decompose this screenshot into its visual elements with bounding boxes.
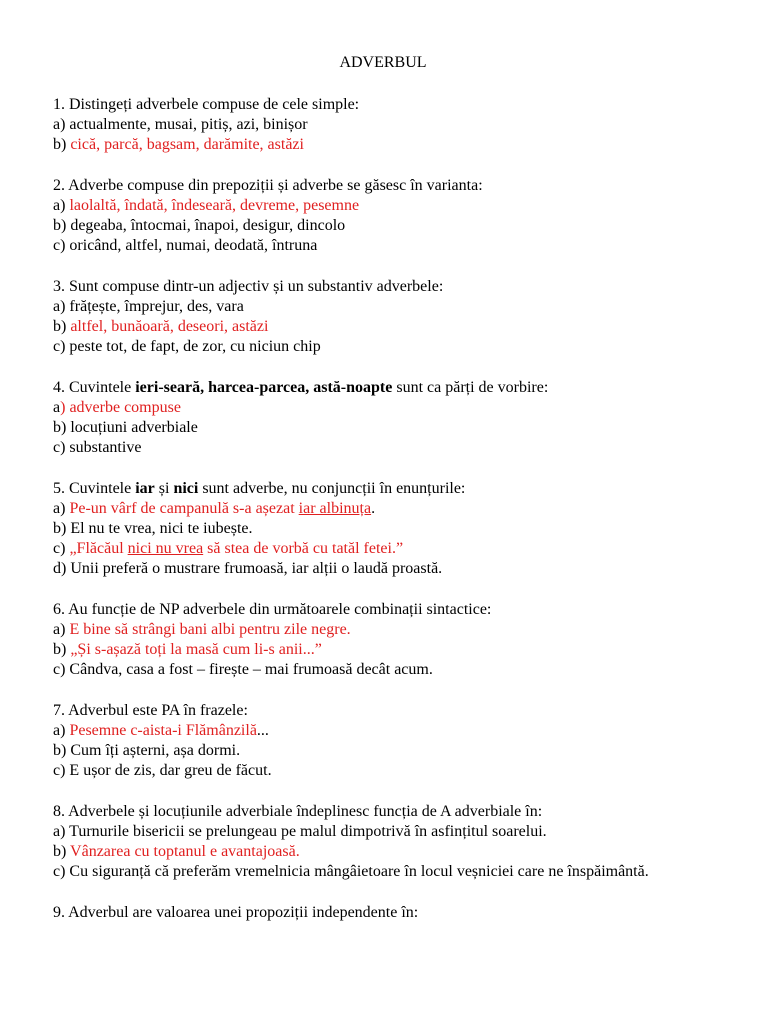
- q4-option-b: b) locuțiuni adverbiale: [53, 419, 198, 436]
- question-text: sunt adverbe, nu conjuncții în enunțurile:: [198, 479, 466, 497]
- option-label: a: [53, 398, 61, 416]
- q6-option-b: [53, 640, 743, 660]
- question-text: 5. Cuvintele: [53, 479, 136, 497]
- page-title: ADVERBUL: [339, 54, 427, 71]
- correct-answer: „Și s-așază toți la masă cum li-s anii...”: [70, 641, 322, 659]
- correct-answer: „Flăcăul: [69, 540, 128, 558]
- question-emphasis: ieri-seară, harcea-parcea, astă-noapte: [135, 378, 393, 396]
- correct-answer: laolaltă, îndată, îndeseară, devreme, pesemne: [69, 196, 360, 214]
- option-label: a): [53, 196, 70, 214]
- option-label: a): [53, 499, 70, 517]
- option-label: b): [53, 842, 71, 860]
- correct-answer-underlined: iar albinuța: [298, 499, 372, 517]
- correct-answer: E bine să strângi bani albi pentru zile negre.: [69, 620, 351, 638]
- question-6: 6. Au funcție de NP adverbele din următoarele combinații sintactice:: [53, 600, 492, 618]
- question-3: 3. Sunt compuse dintr-un adjectiv și un substantiv adverbele:: [53, 277, 444, 295]
- q6-option-a: [53, 620, 743, 640]
- q4-option-a: [53, 398, 743, 418]
- option-label: b): [53, 318, 71, 336]
- question-emphasis: iar: [135, 479, 155, 497]
- q5-option-a: [53, 499, 743, 519]
- option-label: b): [53, 136, 71, 154]
- correct-answer-underlined: nici nu vrea: [127, 540, 204, 558]
- correct-answer: cică, parcă, bagsam, darămite, astăzi: [70, 136, 304, 154]
- q1-option-b: [53, 135, 743, 155]
- q1-option-a: a) actualmente, musai, pitiș, azi, binișor: [53, 116, 308, 134]
- sentence-end: ...: [256, 721, 269, 739]
- correct-answer: Pesemne c-aista-i Flămânzilă: [69, 721, 257, 739]
- option-label: a): [53, 721, 70, 739]
- question-1: 1. Distingeți adverbele compuse de cele simple:: [53, 96, 360, 113]
- q5-option-d: d) Unii preferă o mustrare frumoasă, iar alții o laudă proastă.: [53, 560, 443, 578]
- q8-option-b: [53, 842, 743, 862]
- document-page: [53, 51, 743, 923]
- question-9: 9. Adverbul are valoarea unei propoziții independente în:: [53, 903, 419, 921]
- q7-option-a: [53, 721, 743, 741]
- option-label: c): [53, 540, 70, 558]
- option-label: b): [53, 641, 71, 659]
- q3-option-c: c) peste tot, de fapt, de zor, cu niciun chip: [53, 338, 321, 356]
- q8-option-a: a) Turnurile bisericii se prelungeau pe malul dimpotrivă în asfințitul soarelui.: [53, 822, 547, 840]
- question-2: 2. Adverbe compuse din prepoziții și adverbe se găsesc în varianta:: [53, 176, 483, 194]
- question-4: [53, 378, 743, 398]
- question-7: 7. Adverbul este PA în frazele:: [53, 701, 248, 719]
- question-text: și: [154, 479, 174, 497]
- q8-option-c: c) Cu siguranță că preferăm vremelnicia mângâietoare în locul veșniciei care ne înspăimântă.: [53, 863, 649, 881]
- q6-option-c: c) Cândva, casa a fost – firește – mai frumoasă decât acum.: [53, 661, 433, 679]
- q2-option-a: [53, 196, 743, 216]
- question-5: [53, 479, 743, 499]
- q3-option-b: [53, 317, 743, 337]
- correct-answer: ) adverbe compuse: [60, 398, 181, 416]
- q3-option-a: a) frățește, împrejur, des, vara: [53, 297, 244, 315]
- sentence-end: .: [371, 499, 376, 517]
- option-label: a): [53, 620, 70, 638]
- question-text: 4. Cuvintele: [53, 378, 136, 396]
- correct-answer: să stea de vorbă cu tatăl fetei.”: [203, 540, 404, 558]
- q5-option-c: [53, 539, 743, 559]
- correct-answer: Vânzarea cu toptanul e avantajoasă.: [70, 842, 300, 860]
- question-emphasis: nici: [173, 479, 199, 497]
- question-8: 8. Adverbele și locuțiunile adverbiale îndeplinesc funcția de A adverbiale în:: [53, 802, 543, 820]
- q2-option-c: c) oricând, altfel, numai, deodată, întruna: [53, 237, 318, 255]
- question-text: sunt ca părți de vorbire:: [392, 378, 549, 396]
- q2-option-b: b) degeaba, întocmai, înapoi, desigur, dincolo: [53, 217, 346, 235]
- correct-answer: Pe-un vârf de campanulă s-a așezat: [69, 499, 299, 517]
- q7-option-c: c) E ușor de zis, dar greu de făcut.: [53, 762, 272, 780]
- q7-option-b: b) Cum îți așterni, așa dormi.: [53, 742, 241, 759]
- q4-option-c: c) substantive: [53, 439, 142, 457]
- correct-answer: altfel, bunăoară, deseori, astăzi: [70, 318, 269, 336]
- q5-option-b: b) El nu te vrea, nici te iubește.: [53, 519, 253, 537]
